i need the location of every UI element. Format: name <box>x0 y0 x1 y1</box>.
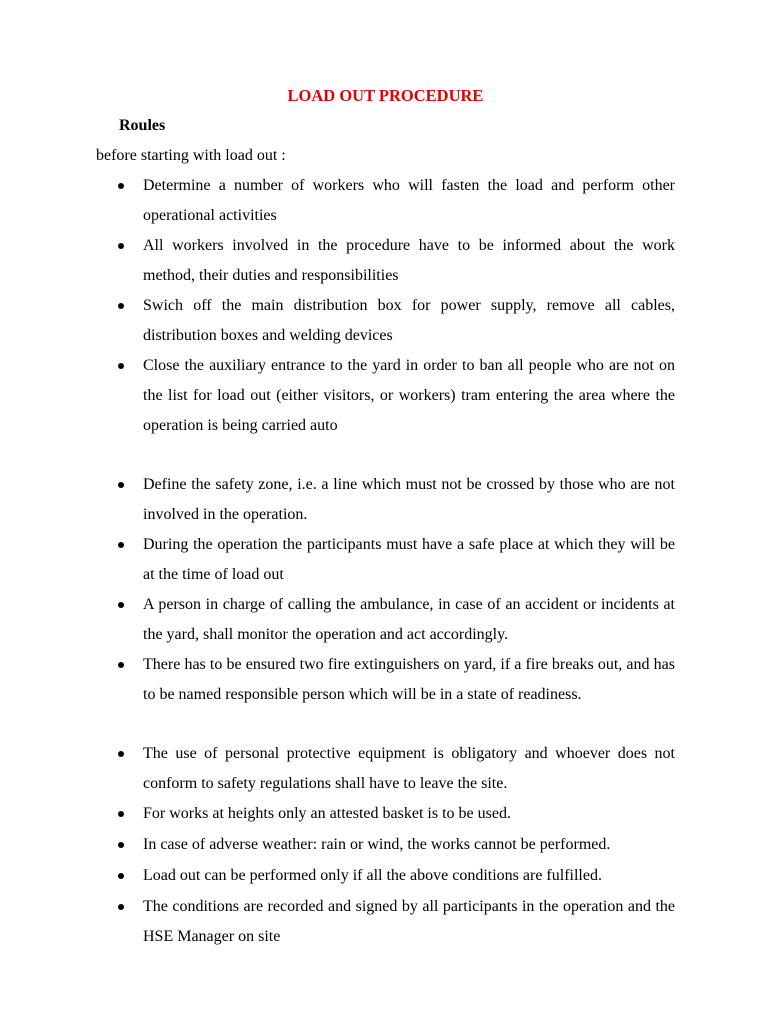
rule-item <box>143 291 675 351</box>
bullet-icon <box>118 363 124 369</box>
bullet-icon <box>118 542 124 548</box>
rule-text: For works at heights only an attested basket is to be used. <box>143 805 511 822</box>
bullet-icon <box>118 482 124 488</box>
rule-item <box>143 799 675 829</box>
rule-text: Define the safety zone, i.e. a line which must not be crossed by those who are not involved in the operation. <box>143 476 675 523</box>
rule-text: All workers involved in the procedure have to be informed about the work method, their duties and responsibilities <box>143 237 675 284</box>
bullet-icon <box>118 904 124 910</box>
rule-text: Close the auxiliary entrance to the yard in order to ban all people who are not on the list for load out (either visitors, or workers) tram entering the area where the operation is being carried auto <box>143 357 675 434</box>
bullet-icon <box>118 873 124 879</box>
bullet-icon <box>118 243 124 249</box>
rule-text: Determine a number of workers who will fasten the load and perform other operational activities <box>143 177 675 224</box>
intro-text: before starting with load out : <box>96 147 286 164</box>
rule-text: During the operation the participants must have a safe place at which they will be at the time of load out <box>143 536 675 583</box>
bullet-icon <box>118 811 124 817</box>
bullet-icon <box>118 183 124 189</box>
rule-item <box>143 530 675 590</box>
rule-item <box>143 351 675 441</box>
rule-text: The conditions are recorded and signed by all participants in the operation and the HSE Manager on site <box>143 898 675 945</box>
rule-text: In case of adverse weather: rain or wind, the works cannot be performed. <box>143 836 611 853</box>
bullet-icon <box>118 662 124 668</box>
rule-text: The use of personal protective equipment is obligatory and whoever does not conform to safety regulations shall have to leave the site. <box>143 745 675 792</box>
rule-text: Swich off the main distribution box for power supply, remove all cables, distribution boxes and welding devices <box>143 297 675 344</box>
rule-item <box>143 231 675 291</box>
rule-text: A person in charge of calling the ambulance, in case of an accident or incidents at the yard, shall monitor the operation and act accordingly. <box>143 596 675 643</box>
bullet-icon <box>118 303 124 309</box>
rule-item <box>143 590 675 650</box>
rule-item <box>143 892 675 952</box>
section-heading: Roules <box>119 117 166 134</box>
rule-item <box>143 830 675 860</box>
rule-item <box>143 470 675 530</box>
document-title: LOAD OUT PROCEDURE <box>287 86 484 105</box>
bullet-icon <box>118 751 124 757</box>
rule-item <box>143 739 675 799</box>
bullet-icon <box>118 842 124 848</box>
rule-item <box>143 861 675 891</box>
rule-text: There has to be ensured two fire extinguishers on yard, if a fire breaks out, and has to be named responsible person which will be in a state of readiness. <box>143 656 675 703</box>
bullet-icon <box>118 602 124 608</box>
rule-text: Load out can be performed only if all the above conditions are fulfilled. <box>143 867 602 884</box>
rule-item <box>143 171 675 231</box>
rule-item <box>143 650 675 710</box>
